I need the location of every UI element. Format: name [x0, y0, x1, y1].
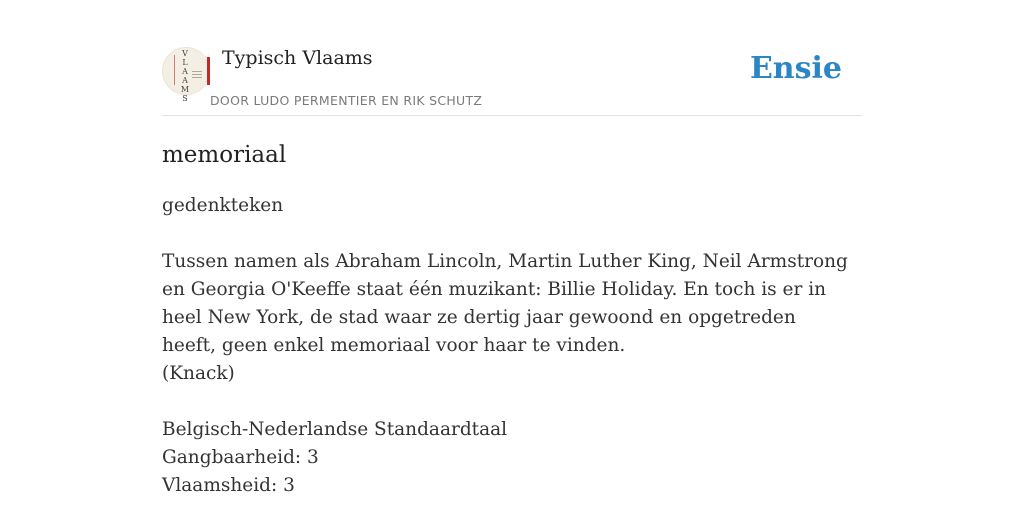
logo-red-bar — [207, 57, 210, 85]
dictionary-title[interactable]: Typisch Vlaams — [222, 47, 373, 69]
page — [162, 0, 862, 512]
logo-lettering: V L A A M S — [180, 49, 190, 103]
header — [162, 0, 862, 116]
entry-source: (Knack) — [162, 363, 235, 384]
logo-accent-line — [174, 55, 175, 85]
entry-quote: Tussen namen als Abraham Lincoln, Martin Luther King, Neil Armstrong en Georgia O'Keeffe staat één muzikant: Billie Holiday. En toch is er in heel New York, de stad waar ze dertig jaar gewoond en opgetreden heeft, geen enkel memoriaal voor haar te vinden. — [162, 251, 848, 356]
logo-text-lines — [192, 71, 202, 80]
ensie-logo-link[interactable]: Ensie — [749, 51, 842, 86]
book-cover-logo[interactable] — [162, 47, 210, 103]
entry-gangbaarheid: Gangbaarheid: 3 — [162, 447, 319, 468]
entry-definition: gedenkteken — [162, 195, 284, 216]
entry-vlaamsheid: Vlaamsheid: 3 — [162, 475, 295, 496]
entry-content — [162, 192, 852, 500]
authors-line: DOOR LUDO PERMENTIER EN RIK SCHUTZ — [210, 93, 483, 108]
entry-title: memoriaal — [162, 142, 287, 168]
entry-language: Belgisch-Nederlandse Standaardtaal — [162, 419, 508, 440]
